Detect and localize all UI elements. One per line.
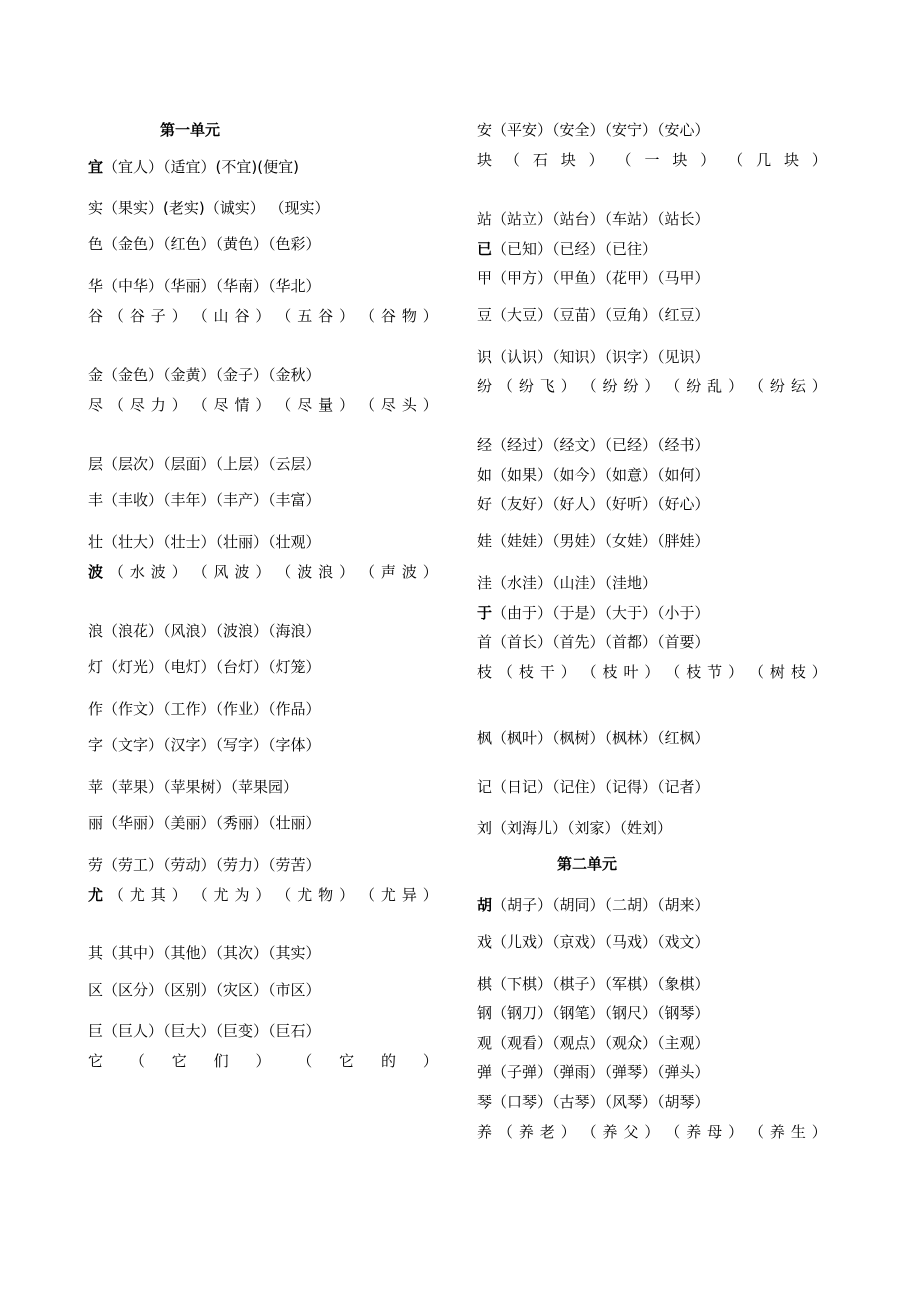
vocab-char: 它 <box>171 1052 187 1070</box>
vocab-char: （ <box>108 563 124 581</box>
vocab-char: ） <box>339 886 355 904</box>
vocab-char: 尽 <box>297 396 313 414</box>
vocab-head-char: 丰 <box>88 491 104 509</box>
vocab-words: （下棋）（棋子）（军棋）（象棋） <box>492 975 710 993</box>
vocab-words: （观看）（观点）（观众）（主观） <box>492 1034 710 1052</box>
vocab-head-char: 洼 <box>477 574 493 592</box>
vocab-char: （ <box>497 377 513 395</box>
vocab-head-char: 宜 <box>88 158 104 176</box>
vocab-words: （中华）（华丽）（华南）（华北） <box>103 277 321 295</box>
vocab-head-char: 巨 <box>88 1022 104 1040</box>
vocab-line <box>88 454 438 474</box>
vocab-char: 生 <box>790 1123 806 1141</box>
vocab-words: （水洼）（山洼）（洼地） <box>492 574 658 592</box>
vocab-head-char: 区 <box>88 981 104 999</box>
unit-1-title: 第一单元 <box>160 121 221 139</box>
vocab-char: ） <box>728 377 744 395</box>
vocab-line <box>477 1122 827 1142</box>
vocab-char: ） <box>422 307 438 325</box>
vocab-char: ） <box>644 377 660 395</box>
vocab-line <box>88 234 438 254</box>
vocab-words: （巨人）（巨大）（巨变）（巨石） <box>103 1022 321 1040</box>
vocab-char: 尽 <box>213 396 229 414</box>
vocab-words: （苹果）（苹果树）（苹果园） <box>103 778 299 796</box>
vocab-char: 纷 <box>623 377 639 395</box>
vocab-char: ） <box>811 377 827 395</box>
vocab-char: （ <box>581 1123 597 1141</box>
vocab-head-char: 华 <box>88 277 104 295</box>
vocab-char: （ <box>359 307 375 325</box>
vocab-words: （儿戏）（京戏）（马戏）（戏文） <box>492 933 710 951</box>
vocab-line <box>477 818 827 838</box>
vocab-char: 谷 <box>234 307 250 325</box>
vocab-line <box>477 305 827 325</box>
vocab-line <box>88 157 438 177</box>
vocab-char: 力 <box>150 396 166 414</box>
vocab-words: （宜人）（适宜）(不宜)(便宜) <box>103 158 299 176</box>
vocab-words: （站立）（站台）（车站）（站长） <box>492 210 710 228</box>
vocab-char: 养 <box>602 1123 618 1141</box>
vocab-line <box>88 1021 438 1041</box>
vocab-head-char: 块 <box>477 151 493 169</box>
vocab-char: （ <box>276 396 292 414</box>
vocab-line <box>477 777 827 797</box>
vocab-char: 尤 <box>380 886 396 904</box>
vocab-line <box>477 376 827 396</box>
vocab-char: 养 <box>769 1123 785 1141</box>
vocab-line <box>88 490 438 510</box>
vocab-head-char: 站 <box>477 210 493 228</box>
vocab-char: 纷 <box>518 377 534 395</box>
vocab-head-char: 棋 <box>477 975 493 993</box>
unit-2-title: 第二单元 <box>557 855 618 873</box>
vocab-words: （区分）（区别）（灾区）（市区） <box>103 981 321 999</box>
vocab-head-char: 钢 <box>477 1004 493 1022</box>
vocab-char: 谷 <box>380 307 396 325</box>
vocab-words: （平安）（安全）（安宁）（安心） <box>492 121 710 139</box>
vocab-head-char: 字 <box>88 736 104 754</box>
vocab-words: （壮大）（壮士）（壮丽）（壮观） <box>103 533 321 551</box>
vocab-head-char: 金 <box>88 366 104 384</box>
vocab-head-char: 观 <box>477 1034 493 1052</box>
vocab-char: （ <box>497 1123 513 1141</box>
vocab-char: 波 <box>234 563 250 581</box>
vocab-char: 水 <box>129 563 145 581</box>
vocab-line <box>477 239 827 259</box>
vocab-line <box>477 494 827 514</box>
vocab-head-char: 甲 <box>477 269 493 287</box>
vocab-line <box>477 268 827 288</box>
vocab-char: ） <box>700 151 716 169</box>
vocab-line <box>88 1051 438 1071</box>
vocab-char: 块 <box>560 151 576 169</box>
vocab-char: ） <box>644 663 660 681</box>
vocab-char: （ <box>108 886 124 904</box>
vocab-char: ） <box>255 396 271 414</box>
vocab-char: 树 <box>769 663 785 681</box>
vocab-line <box>477 1003 827 1023</box>
vocab-line <box>477 1062 827 1082</box>
vocab-char: 石 <box>532 151 548 169</box>
vocab-head-char: 色 <box>88 235 104 253</box>
vocab-char: （ <box>192 563 208 581</box>
vocab-char: 枝 <box>518 663 534 681</box>
vocab-head-char: 琴 <box>477 1093 493 1111</box>
vocab-char: 它 <box>339 1052 355 1070</box>
vocab-head-char: 识 <box>477 348 493 366</box>
vocab-head-char: 壮 <box>88 533 104 551</box>
vocab-words: （大豆）（豆苗）（豆角）（红豆） <box>492 306 710 324</box>
vocab-head-char: 实 <box>88 199 104 217</box>
vocab-char: （ <box>728 151 744 169</box>
vocab-line <box>88 735 438 755</box>
vocab-line <box>88 365 438 385</box>
vocab-head-char: 刘 <box>477 819 493 837</box>
vocab-char: 情 <box>234 396 250 414</box>
vocab-line <box>477 1033 827 1053</box>
vocab-char: ） <box>422 886 438 904</box>
vocab-line <box>477 728 827 748</box>
vocab-head-char: 如 <box>477 466 493 484</box>
vocab-char: 山 <box>213 307 229 325</box>
vocab-char: 尽 <box>129 396 145 414</box>
vocab-words: （华丽）（美丽）（秀丽）（壮丽） <box>103 814 321 832</box>
vocab-head-char: 尤 <box>88 886 104 904</box>
vocab-words: （子弹）（弹雨）（弹琴）（弹头） <box>492 1063 710 1081</box>
vocab-words: （浪花）（风浪）（波浪）（海浪） <box>103 622 321 640</box>
vocab-char: 声 <box>380 563 396 581</box>
vocab-words: （钢刀）（钢笔）（钢尺）（钢琴） <box>492 1004 710 1022</box>
vocab-line <box>88 699 438 719</box>
vocab-words: （如果）（如今）（如意）（如何） <box>492 466 710 484</box>
vocab-char: 枝 <box>686 663 702 681</box>
vocab-char: 纷 <box>602 377 618 395</box>
vocab-words: （金色）（金黄）（金子）（金秋） <box>103 366 321 384</box>
vocab-char: 头 <box>401 396 417 414</box>
vocab-words: （口琴）（古琴）（风琴）（胡琴） <box>492 1093 710 1111</box>
vocab-char: ） <box>339 307 355 325</box>
vocab-char: ） <box>255 563 271 581</box>
vocab-char: ） <box>588 151 604 169</box>
vocab-char: 节 <box>707 663 723 681</box>
vocab-char: ） <box>171 307 187 325</box>
vocab-words: （甲方）（甲鱼）（花甲）（马甲） <box>492 269 710 287</box>
vocab-head-char: 尽 <box>88 396 104 414</box>
vocab-char: 叶 <box>623 663 639 681</box>
vocab-char: 块 <box>672 151 688 169</box>
vocab-char: ） <box>422 1052 438 1070</box>
vocab-words: （灯光）（电灯）（台灯）（灯笼） <box>103 658 321 676</box>
vocab-char: ） <box>255 307 271 325</box>
vocab-char: ） <box>171 886 187 904</box>
vocab-head-char: 于 <box>477 604 493 622</box>
vocab-line <box>477 209 827 229</box>
vocab-line <box>477 531 827 551</box>
vocab-head-char: 浪 <box>88 622 104 640</box>
vocab-words: （日记）（记住）（记得）（记者） <box>492 778 710 796</box>
vocab-head-char: 层 <box>88 455 104 473</box>
vocab-char: 谷 <box>129 307 145 325</box>
vocab-head-char: 弹 <box>477 1063 493 1081</box>
vocab-char: 几 <box>756 151 772 169</box>
vocab-char: ） <box>560 663 576 681</box>
vocab-line <box>477 974 827 994</box>
vocab-char: （ <box>129 1052 145 1070</box>
vocab-words: （认识）（知识）（识字）（见识） <box>492 348 710 366</box>
vocab-head-char: 纷 <box>477 377 493 395</box>
vocab-line <box>88 395 438 415</box>
vocab-char: 飞 <box>539 377 555 395</box>
vocab-char: （ <box>192 886 208 904</box>
vocab-char: （ <box>665 663 681 681</box>
vocab-head-char: 谷 <box>88 307 104 325</box>
vocab-char: ） <box>339 563 355 581</box>
vocab-words: （首长）（首先）（首都）（首要） <box>492 633 710 651</box>
vocab-line <box>88 885 438 905</box>
vocab-char: （ <box>359 396 375 414</box>
vocab-head-char: 首 <box>477 633 493 651</box>
vocab-words: （金色）（红色）（黄色）（色彩） <box>103 235 321 253</box>
vocab-line <box>88 198 438 218</box>
vocab-line <box>477 632 827 652</box>
vocab-words: （由于）（于是）（大于）（小于） <box>492 604 710 622</box>
vocab-char: （ <box>276 886 292 904</box>
vocab-line <box>477 1092 827 1112</box>
vocab-char: （ <box>581 663 597 681</box>
vocab-char: 异 <box>401 886 417 904</box>
vocab-head-char: 娃 <box>477 532 493 550</box>
vocab-line <box>88 980 438 1000</box>
vocab-head-char: 记 <box>477 778 493 796</box>
vocab-char: 量 <box>318 396 334 414</box>
vocab-line <box>477 603 827 623</box>
vocab-head-char: 豆 <box>477 306 493 324</box>
vocab-char: （ <box>665 377 681 395</box>
vocab-char: ） <box>811 1123 827 1141</box>
vocab-char: （ <box>581 377 597 395</box>
vocab-line <box>88 562 438 582</box>
vocab-head-char: 作 <box>88 700 104 718</box>
vocab-char: 一 <box>644 151 660 169</box>
vocab-line <box>88 943 438 963</box>
vocab-words: （果实）(老实)（诚实） （现实） <box>103 199 330 217</box>
vocab-line <box>88 855 438 875</box>
vocab-line <box>88 657 438 677</box>
vocab-char: ） <box>811 151 827 169</box>
vocab-char: ） <box>339 396 355 414</box>
vocab-char: ） <box>560 377 576 395</box>
vocab-char: （ <box>504 151 520 169</box>
vocab-char: （ <box>748 663 764 681</box>
vocab-char: （ <box>748 377 764 395</box>
vocab-char: （ <box>616 151 632 169</box>
vocab-char: ） <box>560 1123 576 1141</box>
vocab-char: 尤 <box>213 886 229 904</box>
vocab-head-char: 其 <box>88 944 104 962</box>
vocab-char: 其 <box>150 886 166 904</box>
vocab-char: 尤 <box>129 886 145 904</box>
vocab-char: 纷 <box>769 377 785 395</box>
vocab-char: 波 <box>401 563 417 581</box>
vocab-line <box>88 777 438 797</box>
vocab-words: （文字）（汉字）（写字）（字体） <box>103 736 321 754</box>
vocab-char: 母 <box>707 1123 723 1141</box>
vocab-char: 波 <box>297 563 313 581</box>
vocab-line <box>477 895 827 915</box>
vocab-words: （其中）（其他）（其次）（其实） <box>103 944 321 962</box>
vocab-char: ） <box>422 396 438 414</box>
vocab-head-char: 已 <box>477 240 493 258</box>
vocab-char: 纭 <box>790 377 806 395</box>
vocab-char: 们 <box>213 1052 229 1070</box>
vocab-char: （ <box>108 396 124 414</box>
vocab-line <box>477 573 827 593</box>
vocab-head-char: 经 <box>477 436 493 454</box>
vocab-char: 块 <box>783 151 799 169</box>
vocab-line <box>88 621 438 641</box>
vocab-words: （已知）（已经）（已往） <box>492 240 658 258</box>
vocab-words: （劳工）（劳动）（劳力）（劳苦） <box>103 856 321 874</box>
vocab-char: 老 <box>539 1123 555 1141</box>
vocab-words: （丰收）（丰年）（丰产）（丰富） <box>103 491 321 509</box>
vocab-char: ） <box>255 1052 271 1070</box>
vocab-line <box>477 662 827 682</box>
vocab-char: 纷 <box>686 377 702 395</box>
vocab-char: 父 <box>623 1123 639 1141</box>
vocab-head-char: 苹 <box>88 778 104 796</box>
vocab-char: 养 <box>686 1123 702 1141</box>
vocab-line <box>88 813 438 833</box>
vocab-char: 谷 <box>318 307 334 325</box>
vocab-char: 尽 <box>380 396 396 414</box>
vocab-words: （娃娃）（男娃）（女娃）（胖娃） <box>492 532 710 550</box>
vocab-char: 浪 <box>318 563 334 581</box>
vocab-char: （ <box>108 307 124 325</box>
vocab-char: ） <box>728 663 744 681</box>
vocab-char: （ <box>276 307 292 325</box>
vocab-char: 养 <box>518 1123 534 1141</box>
vocab-char: 枝 <box>602 663 618 681</box>
vocab-line <box>477 347 827 367</box>
vocab-head-char: 它 <box>88 1052 104 1070</box>
vocab-char: ） <box>811 663 827 681</box>
vocab-char: 为 <box>234 886 250 904</box>
vocab-char: ） <box>171 396 187 414</box>
vocab-head-char: 枝 <box>477 663 493 681</box>
vocab-line <box>477 120 827 140</box>
vocab-char: 波 <box>150 563 166 581</box>
vocab-head-char: 胡 <box>477 896 493 914</box>
vocab-char: （ <box>192 307 208 325</box>
vocab-char: 子 <box>150 307 166 325</box>
vocab-line <box>477 150 827 170</box>
vocab-words: （刘海儿）（刘家）（姓刘） <box>492 819 673 837</box>
vocab-char: （ <box>297 1052 313 1070</box>
vocab-line <box>477 465 827 485</box>
vocab-char: ） <box>644 1123 660 1141</box>
vocab-head-char: 枫 <box>477 729 493 747</box>
vocab-char: ） <box>255 886 271 904</box>
vocab-words: （作文）（工作）（作业）（作品） <box>103 700 321 718</box>
vocab-char: （ <box>665 1123 681 1141</box>
vocab-char: （ <box>748 1123 764 1141</box>
vocab-line <box>477 435 827 455</box>
vocab-head-char: 安 <box>477 121 493 139</box>
vocab-char: 尤 <box>297 886 313 904</box>
vocab-char: 五 <box>297 307 313 325</box>
vocab-words: （层次）（层面）（上层）（云层） <box>103 455 321 473</box>
vocab-char: 乱 <box>707 377 723 395</box>
vocab-char: 的 <box>381 1052 397 1070</box>
vocab-char: 物 <box>401 307 417 325</box>
vocab-head-char: 戏 <box>477 933 493 951</box>
vocab-line <box>88 532 438 552</box>
vocab-char: （ <box>497 663 513 681</box>
vocab-head-char: 好 <box>477 495 493 513</box>
vocab-char: 物 <box>318 886 334 904</box>
vocab-head-char: 波 <box>88 563 104 581</box>
vocab-line <box>477 932 827 952</box>
vocab-line <box>88 276 438 296</box>
vocab-words: （经过）（经文）（已经）（经书） <box>492 436 710 454</box>
vocab-char: ） <box>171 563 187 581</box>
vocab-char: 干 <box>539 663 555 681</box>
vocab-char: （ <box>276 563 292 581</box>
vocab-words: （胡子）（胡同）（二胡）（胡来） <box>492 896 710 914</box>
vocab-head-char: 养 <box>477 1123 493 1141</box>
vocab-char: （ <box>359 886 375 904</box>
vocab-char: 枝 <box>790 663 806 681</box>
vocab-char: （ <box>192 396 208 414</box>
vocab-char: （ <box>359 563 375 581</box>
vocab-head-char: 劳 <box>88 856 104 874</box>
vocab-char: ） <box>422 563 438 581</box>
vocab-words: （枫叶）（枫树）（枫林）（红枫） <box>492 729 710 747</box>
vocab-head-char: 丽 <box>88 814 104 832</box>
vocab-head-char: 灯 <box>88 658 104 676</box>
vocab-char: ） <box>728 1123 744 1141</box>
vocab-line <box>88 306 438 326</box>
vocab-char: 风 <box>213 563 229 581</box>
vocab-words: （友好）（好人）（好听）（好心） <box>492 495 710 513</box>
